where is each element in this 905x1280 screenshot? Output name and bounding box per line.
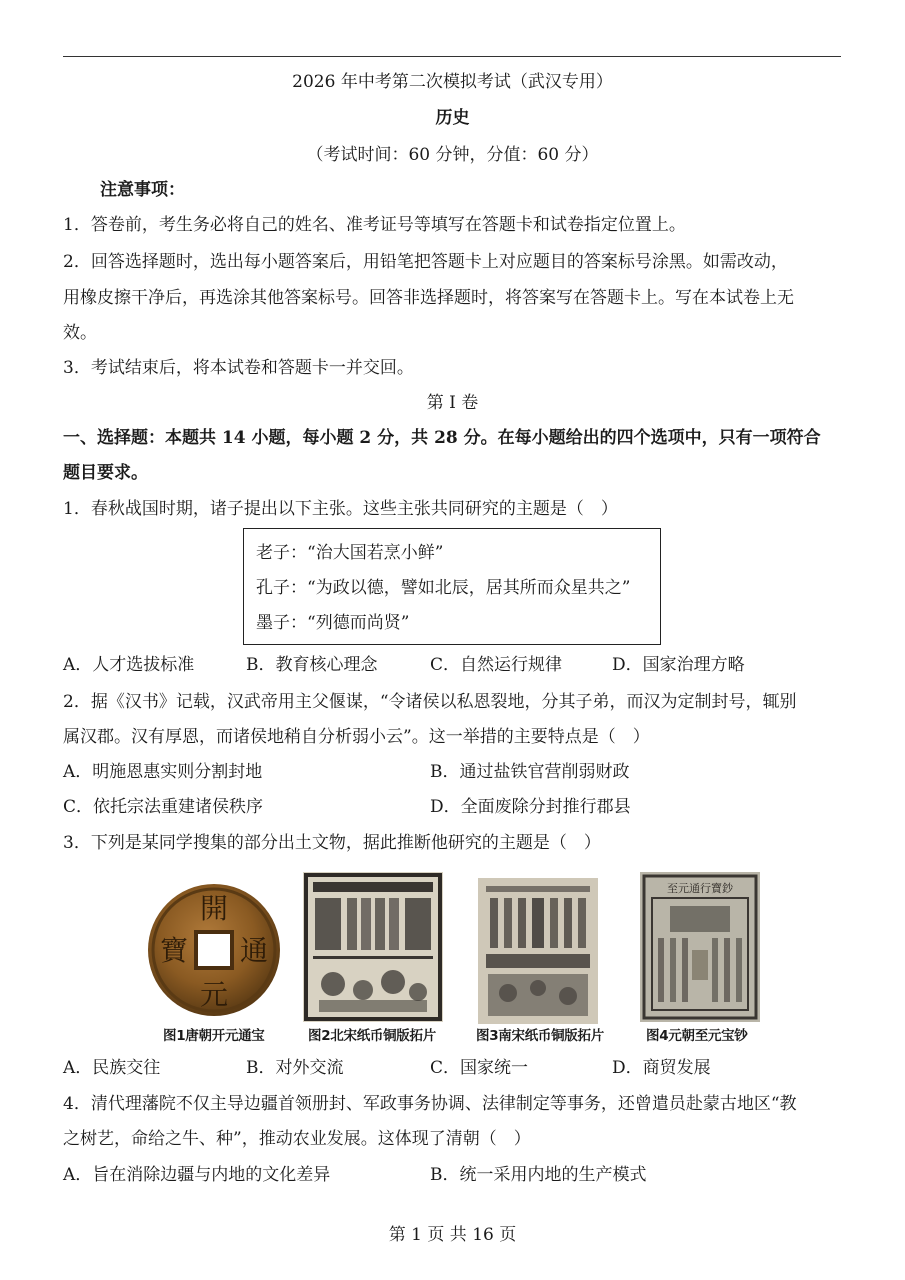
q4-stem-line-2: 之树艺，命给之牛、种”，推动农业发展。这体现了清朝（ ） <box>63 1129 531 1149</box>
q3-option-d: D．商贸发展 <box>612 1058 711 1078</box>
notice-heading: 注意事项： <box>100 180 185 200</box>
section-heading-line-2: 题目要求。 <box>63 463 148 483</box>
q2-option-d: D．全面废除分封推行郡县 <box>430 797 631 817</box>
page-number: 第 1 页 共 16 页 <box>388 1225 517 1245</box>
q1-quote-box <box>243 528 661 645</box>
exam-title: 2026 年中考第二次模拟考试（武汉专用） <box>292 72 613 92</box>
q3-option-b: B．对外交流 <box>246 1058 344 1078</box>
figure-2-rubbing <box>303 872 443 1022</box>
section-heading-line-1: 一、选择题：本题共 14 小题，每小题 2 分，共 28 分。在每小题给出的四个选项中，只有一项符合 <box>63 428 821 448</box>
banknote-header: 至元通行寶鈔 <box>667 882 733 895</box>
figure-2-caption: 图2北宋纸币铜版拓片 <box>308 1028 436 1044</box>
q1-quote-kongzi: 孔子：“为政以德，譬如北辰，居其所而众星共之” <box>256 578 631 598</box>
notice-item-3: 3．考试结束后，将本试卷和答题卡一并交回。 <box>63 358 414 378</box>
banknote-image-yuan <box>640 872 760 1022</box>
exam-info: （考试时间：60 分钟，分值：60 分） <box>306 145 599 165</box>
q2-option-c: C．依托宗法重建诸侯秩序 <box>63 797 264 817</box>
q1-quote-laozi: 老子：“治大国若烹小鲜” <box>256 543 444 563</box>
rubbing-image-northern-song <box>303 872 443 1022</box>
rubbing-image-southern-song <box>478 878 598 1024</box>
q1-option-b: B．教育核心理念 <box>246 655 378 675</box>
coin-char-bottom: 元 <box>199 978 229 1011</box>
notice-item-2-line-3: 效。 <box>63 323 97 343</box>
coin-char-top: 開 <box>199 892 229 925</box>
q3-option-a: A．民族交往 <box>63 1058 161 1078</box>
q4-option-a: A．旨在消除边疆与内地的文化差异 <box>63 1165 331 1185</box>
notice-item-2-line-1: 2．回答选择题时，选出每小题答案后，用铅笔把答题卡上对应题目的答案标号涂黑。如需改动， <box>63 252 788 272</box>
q2-stem-line-1: 2．据《汉书》记载，汉武帝用主父偃谋，“令诸侯以私恩裂地，分其子弟，而汉为定制封号，辄别 <box>63 692 797 712</box>
volume-label: 第 I 卷 <box>426 393 479 413</box>
q1-stem: 1．春秋战国时期，诸子提出以下主张。这些主张共同研究的主题是（ ） <box>63 499 618 519</box>
q3-option-c: C．国家统一 <box>430 1058 529 1078</box>
figure-1-coin <box>140 880 288 1020</box>
q1-option-c: C．自然运行规律 <box>430 655 563 675</box>
figure-4-banknote <box>640 872 760 1022</box>
subject-title: 历史 <box>435 108 470 128</box>
q3-stem: 3．下列是某同学搜集的部分出土文物，据此推断他研究的主题是（ ） <box>63 833 601 853</box>
coin-char-left: 寶 <box>159 934 189 967</box>
q4-stem-line-1: 4．清代理藩院不仅主导边疆首领册封、军政事务协调、法律制定等事务，还曾遣员赴蒙古地区“教 <box>63 1094 797 1114</box>
q1-quote-mozi: 墨子：“列德而尚贤” <box>256 613 410 633</box>
q2-option-b: B．通过盐铁官营削弱财政 <box>430 762 630 782</box>
header-rule <box>63 56 841 57</box>
figure-3-rubbing <box>478 878 598 1024</box>
notice-item-1: 1．答卷前，考生务必将自己的姓名、准考证号等填写在答题卡和试卷指定位置上。 <box>63 215 686 235</box>
q4-option-b: B．统一采用内地的生产模式 <box>430 1165 647 1185</box>
q2-option-a: A．明施恩惠实则分割封地 <box>63 762 263 782</box>
q2-stem-line-2: 属汉郡。汉有厚恩，而诸侯地稍自分析弱小云”。这一举措的主要特点是（ ） <box>63 727 650 747</box>
q1-option-d: D．国家治理方略 <box>612 655 745 675</box>
figure-3-caption: 图3南宋纸币铜版拓片 <box>476 1028 604 1044</box>
q1-option-a: A．人才选拔标准 <box>63 655 195 675</box>
figure-1-caption: 图1唐朝开元通宝 <box>163 1028 265 1044</box>
notice-item-2-line-2: 用橡皮擦干净后，再选涂其他答案标号。回答非选择题时，将答案写在答题卡上。写在本试卷上无 <box>63 288 794 308</box>
coin-char-right: 通 <box>239 934 269 967</box>
figure-4-caption: 图4元朝至元宝钞 <box>646 1028 748 1044</box>
coin-image <box>140 880 288 1020</box>
